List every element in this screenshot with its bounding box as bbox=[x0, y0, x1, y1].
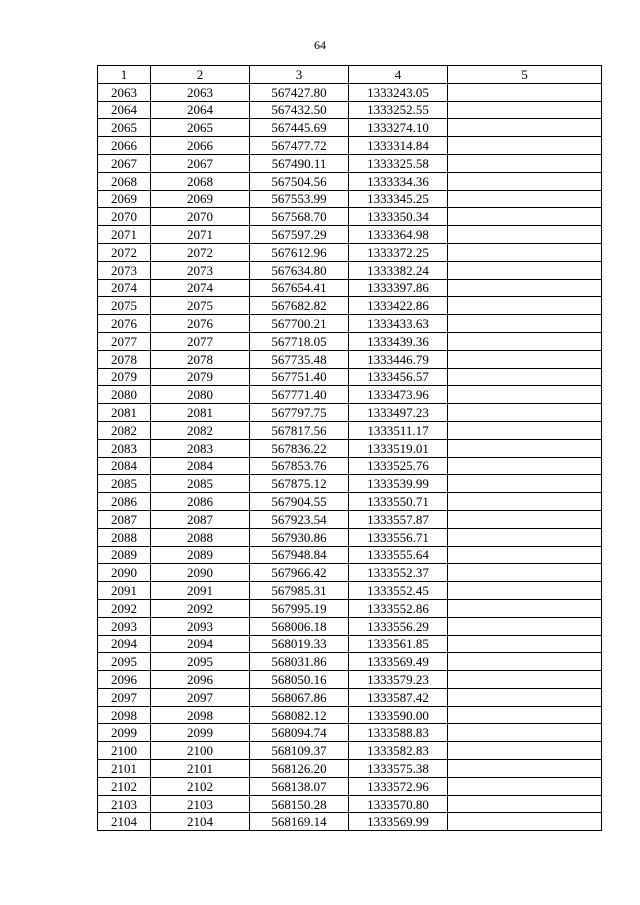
table-row bbox=[98, 777, 602, 795]
table-cell: 567751.40 bbox=[250, 368, 349, 386]
table-cell: 2065 bbox=[151, 119, 250, 137]
table-cell: 2088 bbox=[98, 528, 151, 546]
table-cell: 2071 bbox=[98, 226, 151, 244]
table-cell: 2089 bbox=[98, 546, 151, 564]
table-cell: 1333473.96 bbox=[349, 386, 448, 404]
table-cell: 1333587.42 bbox=[349, 688, 448, 706]
table-cell bbox=[448, 190, 602, 208]
table-row bbox=[98, 332, 602, 350]
table-row bbox=[98, 315, 602, 333]
table-cell: 2064 bbox=[151, 101, 250, 119]
table-cell: 2092 bbox=[98, 599, 151, 617]
table-cell: 567427.80 bbox=[250, 83, 349, 101]
table-cell bbox=[448, 439, 602, 457]
table-cell: 2103 bbox=[151, 795, 250, 813]
table-cell bbox=[448, 404, 602, 422]
table-cell bbox=[448, 653, 602, 671]
table-cell bbox=[448, 137, 602, 155]
table-cell: 1333350.34 bbox=[349, 208, 448, 226]
table-cell: 2090 bbox=[151, 564, 250, 582]
table-cell: 1333372.25 bbox=[349, 243, 448, 261]
table-cell: 568067.86 bbox=[250, 688, 349, 706]
table-row bbox=[98, 243, 602, 261]
table-cell: 1333557.87 bbox=[349, 510, 448, 528]
table-row bbox=[98, 457, 602, 475]
table-cell: 1333556.71 bbox=[349, 528, 448, 546]
table-cell: 568109.37 bbox=[250, 742, 349, 760]
table-cell: 2067 bbox=[151, 154, 250, 172]
table-cell: 2084 bbox=[98, 457, 151, 475]
table-cell: 1333274.10 bbox=[349, 119, 448, 137]
table-cell bbox=[448, 279, 602, 297]
table-cell: 1333582.83 bbox=[349, 742, 448, 760]
table-row bbox=[98, 83, 602, 101]
column-header: 5 bbox=[448, 66, 602, 84]
table-row bbox=[98, 154, 602, 172]
table-cell: 2081 bbox=[98, 404, 151, 422]
table-row bbox=[98, 208, 602, 226]
table-cell: 2098 bbox=[98, 706, 151, 724]
table-cell: 1333539.99 bbox=[349, 475, 448, 493]
table-cell: 1333345.25 bbox=[349, 190, 448, 208]
table-row bbox=[98, 172, 602, 190]
table-cell: 2075 bbox=[98, 297, 151, 315]
table-cell: 567504.56 bbox=[250, 172, 349, 190]
table-cell: 2067 bbox=[98, 154, 151, 172]
table-cell: 1333556.29 bbox=[349, 617, 448, 635]
table-cell: 1333561.85 bbox=[349, 635, 448, 653]
table-cell bbox=[448, 297, 602, 315]
table-row bbox=[98, 760, 602, 778]
table-cell: 567875.12 bbox=[250, 475, 349, 493]
table-cell: 2073 bbox=[151, 261, 250, 279]
table-row bbox=[98, 368, 602, 386]
table-cell bbox=[448, 724, 602, 742]
table-cell: 1333422.86 bbox=[349, 297, 448, 315]
table-cell: 568150.28 bbox=[250, 795, 349, 813]
table-row bbox=[98, 742, 602, 760]
table-cell bbox=[448, 742, 602, 760]
table-cell: 567995.19 bbox=[250, 599, 349, 617]
table-cell: 567553.99 bbox=[250, 190, 349, 208]
table-cell: 2099 bbox=[98, 724, 151, 742]
table-cell: 2087 bbox=[151, 510, 250, 528]
table-cell: 567797.75 bbox=[250, 404, 349, 422]
table-row bbox=[98, 475, 602, 493]
table-row bbox=[98, 599, 602, 617]
table-row bbox=[98, 546, 602, 564]
table-row bbox=[98, 582, 602, 600]
table-cell: 1333439.36 bbox=[349, 332, 448, 350]
table-cell: 2068 bbox=[151, 172, 250, 190]
table-cell: 1333572.96 bbox=[349, 777, 448, 795]
table-cell: 567930.86 bbox=[250, 528, 349, 546]
table-cell: 2092 bbox=[151, 599, 250, 617]
table-cell: 1333314.84 bbox=[349, 137, 448, 155]
table-cell: 1333397.86 bbox=[349, 279, 448, 297]
table-cell: 2101 bbox=[151, 760, 250, 778]
table-cell bbox=[448, 813, 602, 831]
table-row bbox=[98, 404, 602, 422]
table-cell: 2094 bbox=[98, 635, 151, 653]
table-cell: 1333433.63 bbox=[349, 315, 448, 333]
table-cell: 567597.29 bbox=[250, 226, 349, 244]
table-cell: 567490.11 bbox=[250, 154, 349, 172]
table-cell: 1333550.71 bbox=[349, 493, 448, 511]
table-cell bbox=[448, 243, 602, 261]
table-cell: 1333456.57 bbox=[349, 368, 448, 386]
table-row bbox=[98, 261, 602, 279]
table-cell bbox=[448, 101, 602, 119]
table-cell bbox=[448, 226, 602, 244]
table-cell: 568031.86 bbox=[250, 653, 349, 671]
column-header: 1 bbox=[98, 66, 151, 84]
table-cell: 568138.07 bbox=[250, 777, 349, 795]
coordinates-table bbox=[97, 65, 602, 831]
table-cell: 567904.55 bbox=[250, 493, 349, 511]
table-row bbox=[98, 421, 602, 439]
table-row bbox=[98, 350, 602, 368]
table-cell: 2100 bbox=[151, 742, 250, 760]
table-cell: 1333579.23 bbox=[349, 671, 448, 689]
table-cell: 1333497.23 bbox=[349, 404, 448, 422]
table-cell: 567817.56 bbox=[250, 421, 349, 439]
table-cell: 1333575.38 bbox=[349, 760, 448, 778]
table-cell: 567836.22 bbox=[250, 439, 349, 457]
table-cell: 568094.74 bbox=[250, 724, 349, 742]
table-cell: 2074 bbox=[98, 279, 151, 297]
table-cell: 2083 bbox=[151, 439, 250, 457]
table-cell: 2082 bbox=[98, 421, 151, 439]
table-cell bbox=[448, 457, 602, 475]
table-row bbox=[98, 190, 602, 208]
table-cell: 567612.96 bbox=[250, 243, 349, 261]
table-cell bbox=[448, 119, 602, 137]
table-cell bbox=[448, 617, 602, 635]
table-cell: 2074 bbox=[151, 279, 250, 297]
table-cell bbox=[448, 421, 602, 439]
table-cell: 567700.21 bbox=[250, 315, 349, 333]
table-cell bbox=[448, 493, 602, 511]
table-cell: 567654.41 bbox=[250, 279, 349, 297]
table-cell: 2070 bbox=[98, 208, 151, 226]
table-cell bbox=[448, 315, 602, 333]
table-row bbox=[98, 724, 602, 742]
table-row bbox=[98, 564, 602, 582]
table-cell: 2097 bbox=[98, 688, 151, 706]
table-cell: 2081 bbox=[151, 404, 250, 422]
table-row bbox=[98, 653, 602, 671]
table-cell: 2072 bbox=[98, 243, 151, 261]
table-cell: 2093 bbox=[151, 617, 250, 635]
table-cell: 2075 bbox=[151, 297, 250, 315]
table-cell: 2079 bbox=[151, 368, 250, 386]
table-cell: 2101 bbox=[98, 760, 151, 778]
table-cell: 2071 bbox=[151, 226, 250, 244]
table-row bbox=[98, 813, 602, 831]
table-cell: 2078 bbox=[98, 350, 151, 368]
table-cell: 2088 bbox=[151, 528, 250, 546]
table-cell: 2070 bbox=[151, 208, 250, 226]
table-cell: 567477.72 bbox=[250, 137, 349, 155]
table-row bbox=[98, 617, 602, 635]
table-cell: 568082.12 bbox=[250, 706, 349, 724]
table-row bbox=[98, 510, 602, 528]
table-cell: 2084 bbox=[151, 457, 250, 475]
table-row bbox=[98, 386, 602, 404]
table-cell: 1333511.17 bbox=[349, 421, 448, 439]
table-cell: 1333569.99 bbox=[349, 813, 448, 831]
table-row bbox=[98, 671, 602, 689]
table-cell: 2091 bbox=[151, 582, 250, 600]
table-cell: 2079 bbox=[98, 368, 151, 386]
table-cell: 2100 bbox=[98, 742, 151, 760]
table-cell: 1333552.45 bbox=[349, 582, 448, 600]
table-cell bbox=[448, 208, 602, 226]
table-cell: 567966.42 bbox=[250, 564, 349, 582]
table-cell: 2063 bbox=[98, 83, 151, 101]
table-cell: 567985.31 bbox=[250, 582, 349, 600]
column-header: 4 bbox=[349, 66, 448, 84]
table-cell: 2068 bbox=[98, 172, 151, 190]
table-cell: 2097 bbox=[151, 688, 250, 706]
table-cell: 1333382.24 bbox=[349, 261, 448, 279]
table-cell bbox=[448, 386, 602, 404]
table-cell bbox=[448, 706, 602, 724]
table-cell: 2069 bbox=[151, 190, 250, 208]
table-cell: 1333569.49 bbox=[349, 653, 448, 671]
table-cell: 567445.69 bbox=[250, 119, 349, 137]
table-cell: 2095 bbox=[98, 653, 151, 671]
table-cell: 2086 bbox=[98, 493, 151, 511]
table-row bbox=[98, 119, 602, 137]
table-cell: 2103 bbox=[98, 795, 151, 813]
table-cell: 567718.05 bbox=[250, 332, 349, 350]
table-cell: 2096 bbox=[98, 671, 151, 689]
table-cell: 2072 bbox=[151, 243, 250, 261]
table-cell bbox=[448, 510, 602, 528]
table-cell: 2102 bbox=[151, 777, 250, 795]
column-header: 3 bbox=[250, 66, 349, 84]
table-cell: 2085 bbox=[98, 475, 151, 493]
table-cell: 568006.18 bbox=[250, 617, 349, 635]
table-cell: 567923.54 bbox=[250, 510, 349, 528]
table-cell bbox=[448, 172, 602, 190]
column-header: 2 bbox=[151, 66, 250, 84]
table-cell: 2073 bbox=[98, 261, 151, 279]
table-cell bbox=[448, 475, 602, 493]
table-cell bbox=[448, 688, 602, 706]
table-cell: 2091 bbox=[98, 582, 151, 600]
table-cell: 1333446.79 bbox=[349, 350, 448, 368]
table-cell: 1333243.05 bbox=[349, 83, 448, 101]
table-row bbox=[98, 297, 602, 315]
table-cell: 2098 bbox=[151, 706, 250, 724]
table-cell: 1333570.80 bbox=[349, 795, 448, 813]
table-cell: 2085 bbox=[151, 475, 250, 493]
table-cell: 2066 bbox=[98, 137, 151, 155]
table-row bbox=[98, 795, 602, 813]
table-cell: 2064 bbox=[98, 101, 151, 119]
table-cell: 2080 bbox=[98, 386, 151, 404]
table-cell: 2076 bbox=[98, 315, 151, 333]
table-cell: 2078 bbox=[151, 350, 250, 368]
table-row bbox=[98, 439, 602, 457]
table-cell: 1333364.98 bbox=[349, 226, 448, 244]
table-cell: 567853.76 bbox=[250, 457, 349, 475]
page-number: 64 bbox=[314, 38, 326, 52]
table-cell: 2083 bbox=[98, 439, 151, 457]
table-cell bbox=[448, 582, 602, 600]
table-row bbox=[98, 635, 602, 653]
table-cell: 2076 bbox=[151, 315, 250, 333]
table-cell: 2089 bbox=[151, 546, 250, 564]
table-cell bbox=[448, 332, 602, 350]
table-cell: 2104 bbox=[98, 813, 151, 831]
table-row bbox=[98, 279, 602, 297]
table-cell: 567568.70 bbox=[250, 208, 349, 226]
table-cell bbox=[448, 795, 602, 813]
table-cell: 2082 bbox=[151, 421, 250, 439]
table-cell: 567735.48 bbox=[250, 350, 349, 368]
table-row bbox=[98, 101, 602, 119]
table-cell: 567948.84 bbox=[250, 546, 349, 564]
table-cell: 567771.40 bbox=[250, 386, 349, 404]
table-cell bbox=[448, 760, 602, 778]
table-row bbox=[98, 137, 602, 155]
table-cell: 1333552.86 bbox=[349, 599, 448, 617]
table-cell: 568019.33 bbox=[250, 635, 349, 653]
table-cell bbox=[448, 368, 602, 386]
table-cell bbox=[448, 154, 602, 172]
table-cell: 2069 bbox=[98, 190, 151, 208]
table-cell bbox=[448, 671, 602, 689]
table-cell: 2077 bbox=[98, 332, 151, 350]
table-body bbox=[98, 83, 602, 830]
table-cell: 1333252.55 bbox=[349, 101, 448, 119]
table-cell: 1333555.64 bbox=[349, 546, 448, 564]
table-row bbox=[98, 706, 602, 724]
table-cell: 2063 bbox=[151, 83, 250, 101]
table-cell: 2066 bbox=[151, 137, 250, 155]
table-cell bbox=[448, 546, 602, 564]
table-cell bbox=[448, 528, 602, 546]
table-cell: 2065 bbox=[98, 119, 151, 137]
table-header-row bbox=[98, 66, 602, 84]
table-cell: 567682.82 bbox=[250, 297, 349, 315]
table-cell: 1333552.37 bbox=[349, 564, 448, 582]
table-cell: 1333590.00 bbox=[349, 706, 448, 724]
table-cell: 1333325.58 bbox=[349, 154, 448, 172]
table-cell: 567432.50 bbox=[250, 101, 349, 119]
table-cell bbox=[448, 635, 602, 653]
table-cell: 567634.80 bbox=[250, 261, 349, 279]
table-cell: 1333519.01 bbox=[349, 439, 448, 457]
table-cell: 2094 bbox=[151, 635, 250, 653]
table-cell: 2095 bbox=[151, 653, 250, 671]
table-row bbox=[98, 226, 602, 244]
table-cell bbox=[448, 564, 602, 582]
table-cell: 1333334.36 bbox=[349, 172, 448, 190]
table-cell: 2093 bbox=[98, 617, 151, 635]
table-cell bbox=[448, 261, 602, 279]
table-row bbox=[98, 528, 602, 546]
table-cell: 2104 bbox=[151, 813, 250, 831]
table-cell: 2096 bbox=[151, 671, 250, 689]
table-cell bbox=[448, 350, 602, 368]
table-row bbox=[98, 688, 602, 706]
table-cell: 1333525.76 bbox=[349, 457, 448, 475]
table-cell: 2102 bbox=[98, 777, 151, 795]
table-cell: 1333588.83 bbox=[349, 724, 448, 742]
table-cell: 2077 bbox=[151, 332, 250, 350]
table-cell bbox=[448, 599, 602, 617]
table-cell: 2080 bbox=[151, 386, 250, 404]
table-cell: 568050.16 bbox=[250, 671, 349, 689]
table-cell: 2099 bbox=[151, 724, 250, 742]
table-cell: 568169.14 bbox=[250, 813, 349, 831]
table-cell bbox=[448, 777, 602, 795]
table-cell bbox=[448, 83, 602, 101]
table-cell: 568126.20 bbox=[250, 760, 349, 778]
table-cell: 2087 bbox=[98, 510, 151, 528]
table-cell: 2090 bbox=[98, 564, 151, 582]
table-cell: 2086 bbox=[151, 493, 250, 511]
table-row bbox=[98, 493, 602, 511]
